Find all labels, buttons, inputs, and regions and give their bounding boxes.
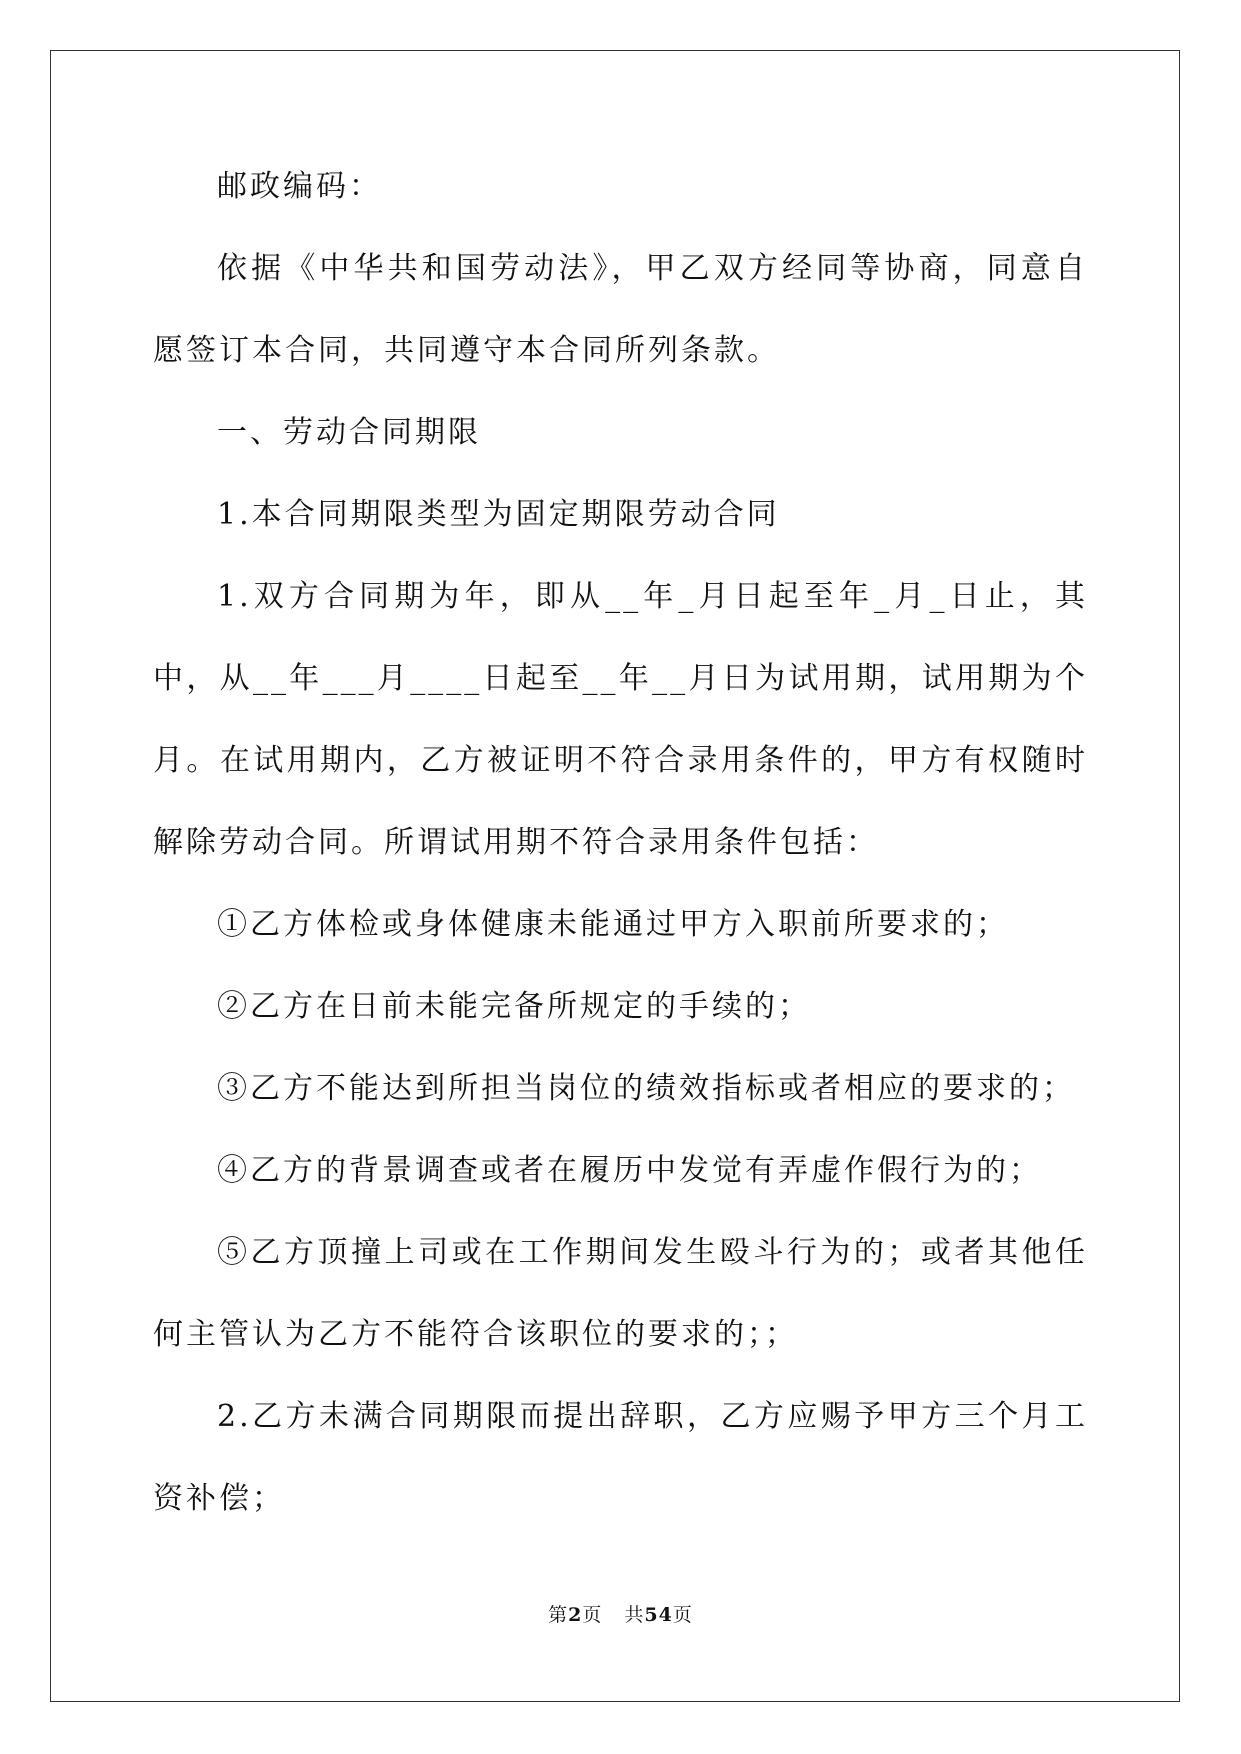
list-item-condition-5: ⑤乙方顶撞上司或在工作期间发生殴斗行为的；或者其他任何主管认为乙方不能符合该职位的要求的；； [153,1235,1088,1352]
footer-total-pages: 54 [644,1604,673,1626]
footer-total-unit: 页 [672,1604,693,1626]
list-item-condition-3: ③乙方不能达到所担当岗位的绩效指标或者相应的要求的； [217,1071,1075,1106]
page-footer [0,1600,1241,1627]
list-item-condition-1: ①乙方体检或身体健康未能通过甲方入职前所要求的； [217,907,1009,942]
footer-total-prefix: 共 [624,1604,645,1626]
footer-page-prefix: 第 [548,1604,569,1626]
paragraph-resignation-compensation: 2.乙方未满合同期限而提出辞职，乙方应赐予甲方三个月工资补偿； [153,1399,1088,1516]
paragraph-contract-period: 1.双方合同期为年，即从__年_月日起至年_月_日止，其中，从__年___月____日起至__年__月日为试用期，试用期为个月。在试用期内，乙方被证明不符合录用条件的，甲方有权随时解除劳动合同。所谓试用期不符合录用条件包括： [153,579,1088,860]
paragraph-contract-type: 1.本合同期限类型为固定期限劳动合同 [217,497,780,532]
list-item-condition-4: ④乙方的背景调查或者在履历中发觉有弄虚作假行为的； [217,1153,1042,1188]
paragraph-postal-code: 邮政编码： [217,169,382,204]
paragraph-contract-basis: 依据《中华共和国劳动法》，甲乙双方经同等协商，同意自愿签订本合同，共同遵守本合同所列条款。 [153,251,1088,368]
document-body [153,146,1088,1540]
footer-page-unit: 页 [582,1604,603,1626]
footer-page-number: 2 [568,1604,583,1626]
list-item-condition-2: ②乙方在日前未能完备所规定的手续的； [217,989,811,1024]
section-heading-contract-term: 一、劳动合同期限 [217,415,481,450]
